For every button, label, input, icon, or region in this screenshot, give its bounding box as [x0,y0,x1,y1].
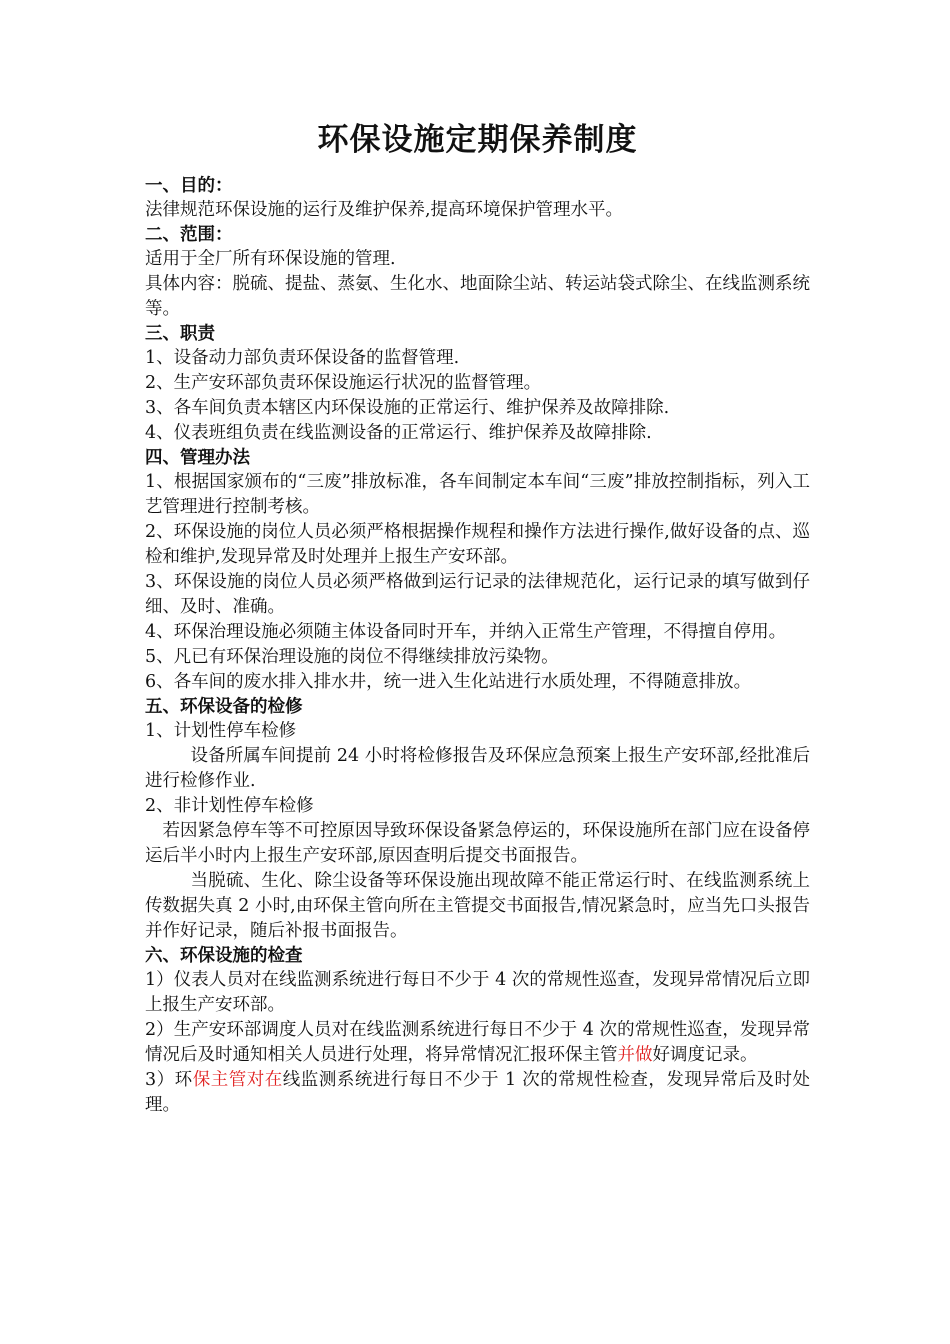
paragraph: 3、各车间负责本辖区内环保设施的正常运行、维护保养及故障排除. [145,398,670,418]
section-heading-scope: 二、范围： [145,225,233,245]
highlighted-text: 保主管对在 [192,1070,283,1090]
document-page [145,120,810,1118]
paragraph [145,1018,810,1068]
paragraph: 设备所属车间提前 24 小时将检修报告及环保应急预案上报生产安环部,经批准后进行检修作业. [145,746,810,791]
paragraph: 5、凡已有环保治理设施的岗位不得继续排放污染物。 [145,647,559,667]
text-run: 2）生产安环部调度人员对在线监测系统进行每日不少于 4 次的常规性巡查，发现异常情况后及时通知相关人员进行处理，将异常情况汇报环保主管 [145,1020,810,1065]
paragraph: 1、设备动力部负责环保设备的监督管理. [145,348,460,368]
text-run: 3）环 [145,1070,193,1090]
paragraph: 适用于全厂所有环保设施的管理. [145,249,396,269]
paragraph: 法律规范环保设施的运行及维护保养,提高环境保护管理水平。 [145,200,624,220]
section-heading-purpose: 一、目的： [145,176,233,196]
highlighted-text: 并做 [617,1045,653,1065]
text-run: 好调度记录。 [652,1045,758,1065]
section-heading-maintenance: 五、环保设备的检修 [145,697,303,717]
paragraph: 1、计划性停车检修 [145,721,297,741]
paragraph: 2、环保设施的岗位人员必须严格根据操作规程和操作方法进行操作,做好设备的点、巡检和维护,发现异常及时处理并上报生产安环部。 [145,522,810,567]
page-title: 环保设施定期保养制度 [317,122,638,158]
section-heading-inspection: 六、环保设施的检查 [145,946,303,966]
paragraph: 1）仪表人员对在线监测系统进行每日不少于 4 次的常规性巡查，发现异常情况后立即上报生产安环部。 [145,970,810,1015]
section-heading-responsibilities: 三、职责 [145,324,215,344]
paragraph: 若因紧急停车等不可控原因导致环保设备紧急停运的，环保设施所在部门应在设备停运后半小时内上报生产安环部,原因查明后提交书面报告。 [145,821,810,866]
paragraph: 3、环保设施的岗位人员必须严格做到运行记录的法律规范化，运行记录的填写做到仔细、及时、准确。 [145,572,810,617]
paragraph: 具体内容：脱硫、提盐、蒸氨、生化水、地面除尘站、转运站袋式除尘、在线监测系统等。 [145,274,810,319]
paragraph: 2、生产安环部负责环保设施运行状况的监督管理。 [145,373,542,393]
paragraph: 4、仪表班组负责在线监测设备的正常运行、维护保养及故障排除. [145,423,652,443]
paragraph: 2、非计划性停车检修 [145,796,314,816]
paragraph: 1、根据国家颁布的“三废”排放标准，各车间制定本车间“三废”排放控制指标，列入工艺管理进行控制考核。 [145,472,810,517]
section-heading-management: 四、管理办法 [145,448,250,468]
paragraph [145,1068,810,1118]
text-run: 线监测系统进行每日不少于 1 次的常规性检查，发现异常后及时处理。 [145,1070,811,1115]
paragraph: 4、环保治理设施必须随主体设备同时开车，并纳入正常生产管理，不得擅自停用。 [145,622,787,642]
paragraph: 当脱硫、生化、除尘设备等环保设施出现故障不能正常运行时、在线监测系统上传数据失真 2 小时,由环保主管向所在主管提交书面报告,情况紧急时，应当先口头报告并作好记录，随后补报书面报告。 [145,871,810,941]
paragraph: 6、各车间的废水排入排水井，统一进入生化站进行水质处理，不得随意排放。 [145,672,752,692]
